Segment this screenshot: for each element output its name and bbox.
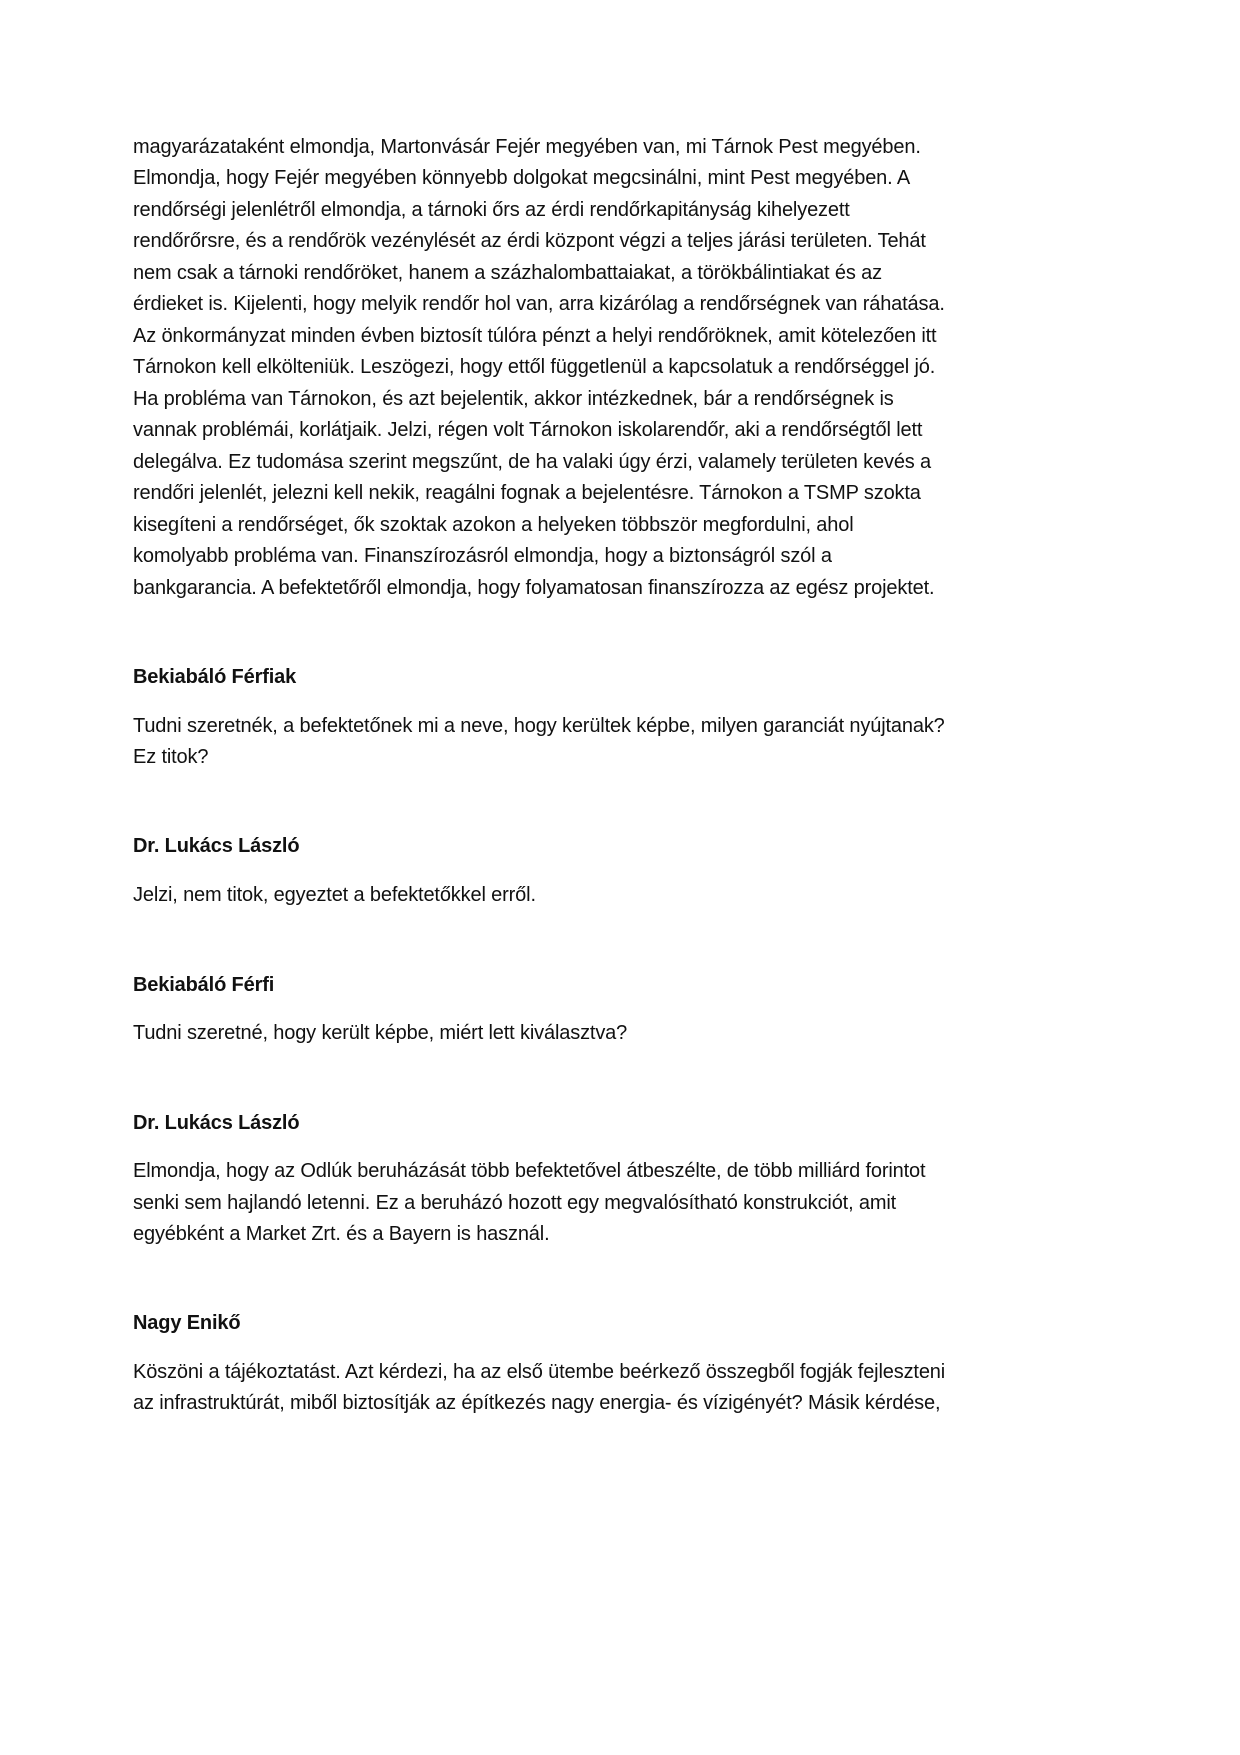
paragraph-line: Tudni szeretnék, a befektetőnek mi a neve, hogy kerültek képbe, milyen garanciát nyújtanak?: [133, 715, 945, 737]
paragraph-line: vannak problémái, korlátjaik. Jelzi, régen volt Tárnokon iskolarendőr, aki a rendőrségtől lett: [133, 419, 923, 441]
speaker-name: Dr. Lukács László: [133, 1112, 300, 1134]
paragraph-line: kisegíteni a rendőrséget, ők szoktak azokon a helyeken többször megfordulni, ahol: [133, 514, 854, 536]
paragraph-line: rendőri jelenlét, jelezni kell nekik, reagálni fognak a bejelentésre. Tárnokon a TSMP szokta: [133, 482, 921, 504]
paragraph-line: egyébként a Market Zrt. és a Bayern is használ.: [133, 1223, 550, 1245]
speaker-name: Dr. Lukács László: [133, 835, 300, 857]
paragraph-line: Az önkormányzat minden évben biztosít túlóra pénzt a helyi rendőröknek, amit kötelezően itt: [133, 325, 937, 347]
speaker-name: Bekiabáló Férfiak: [133, 666, 297, 688]
paragraph-line: senki sem hajlandó letenni. Ez a beruházó hozott egy megvalósítható konstrukciót, amit: [133, 1192, 897, 1214]
paragraph-line: Elmondja, hogy Fejér megyében könnyebb dolgokat megcsinálni, mint Pest megyében. A: [133, 167, 911, 189]
paragraph-line: nem csak a tárnoki rendőröket, hanem a százhalombattaiakat, a törökbálintiakat és az: [133, 262, 882, 284]
speaker-name: Nagy Enikő: [133, 1312, 241, 1334]
paragraph-line: rendőrőrsre, és a rendőrök vezénylését az érdi központ végzi a teljes járási területen. Tehát: [133, 230, 926, 252]
paragraph-line: komolyabb probléma van. Finanszírozásról elmondja, hogy a biztonságról szól a: [133, 545, 832, 567]
paragraph-line: rendőrségi jelenlétről elmondja, a tárnoki őrs az érdi rendőrkapitányság kihelyezett: [133, 199, 850, 221]
paragraph-line: delegálva. Ez tudomása szerint megszűnt, de ha valaki úgy érzi, valamely területen kevés a: [133, 451, 932, 473]
paragraph-line: Elmondja, hogy az Odlúk beruházását több befektetővel átbeszélte, de több milliárd forintot: [133, 1160, 926, 1182]
paragraph-line: Ha probléma van Tárnokon, és azt bejelentik, akkor intézkednek, bár a rendőrségnek is: [133, 388, 894, 410]
paragraph-line: Tárnokon kell elkölteniük. Leszögezi, hogy ettől függetlenül a kapcsolatuk a rendőrséggel jó.: [133, 356, 936, 378]
paragraph-line: Köszöni a tájékoztatást. Azt kérdezi, ha az első ütembe beérkező összegből fogják fejleszteni: [133, 1361, 946, 1383]
paragraph-line: érdieket is. Kijelenti, hogy melyik rendőr hol van, arra kizárólag a rendőrségnek van ráhatása.: [133, 293, 945, 315]
paragraph-line: Tudni szeretné, hogy került képbe, miért lett kiválasztva?: [133, 1022, 628, 1044]
paragraph-line: bankgarancia. A befektetőről elmondja, hogy folyamatosan finanszírozza az egész projektet.: [133, 577, 935, 599]
paragraph-line: Jelzi, nem titok, egyeztet a befektetőkkel erről.: [133, 884, 536, 906]
paragraph-line: Ez titok?: [133, 746, 209, 768]
paragraph-line: magyarázataként elmondja, Martonvásár Fejér megyében van, mi Tárnok Pest megyében.: [133, 136, 921, 158]
paragraph-line: az infrastruktúrát, miből biztosítják az építkezés nagy energia- és vízigényét? Másik kérdése,: [133, 1392, 941, 1414]
speaker-name: Bekiabáló Férfi: [133, 974, 275, 996]
